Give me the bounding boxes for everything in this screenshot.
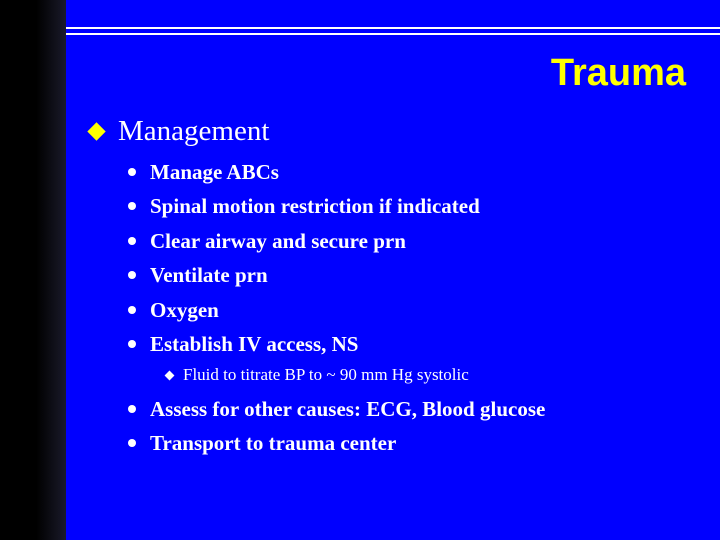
bullet-dot-icon <box>128 405 136 413</box>
bullet-item: Oxygen <box>150 298 219 322</box>
bullet-dot-icon <box>128 439 136 447</box>
bullet-item: Ventilate prn <box>150 263 268 287</box>
bullet-item: Clear airway and secure prn <box>150 229 406 253</box>
bullet-dot-icon <box>128 202 136 210</box>
bullet-item: Spinal motion restriction if indicated <box>150 194 480 218</box>
top-rule-line <box>66 27 720 29</box>
top-rule-line-second <box>66 33 720 35</box>
sub-diamond-bullet-icon <box>165 371 175 381</box>
sub-bullet-item: Fluid to titrate BP to ~ 90 mm Hg systolic <box>183 365 469 384</box>
bullet-dot-icon <box>128 168 136 176</box>
section-heading: Management <box>118 115 270 147</box>
left-dark-band <box>0 0 66 540</box>
bullet-item: Assess for other causes: ECG, Blood glucose <box>150 397 546 421</box>
slide-title: Trauma <box>550 52 686 94</box>
bullet-item: Establish IV access, NS <box>150 332 359 356</box>
bullet-dot-icon <box>128 340 136 348</box>
bullet-dot-icon <box>128 306 136 314</box>
bullet-item: Manage ABCs <box>150 160 279 184</box>
bullet-item: Transport to trauma center <box>150 431 397 455</box>
bullet-dot-icon <box>128 271 136 279</box>
diamond-bullet-icon <box>87 122 105 140</box>
bullet-dot-icon <box>128 237 136 245</box>
